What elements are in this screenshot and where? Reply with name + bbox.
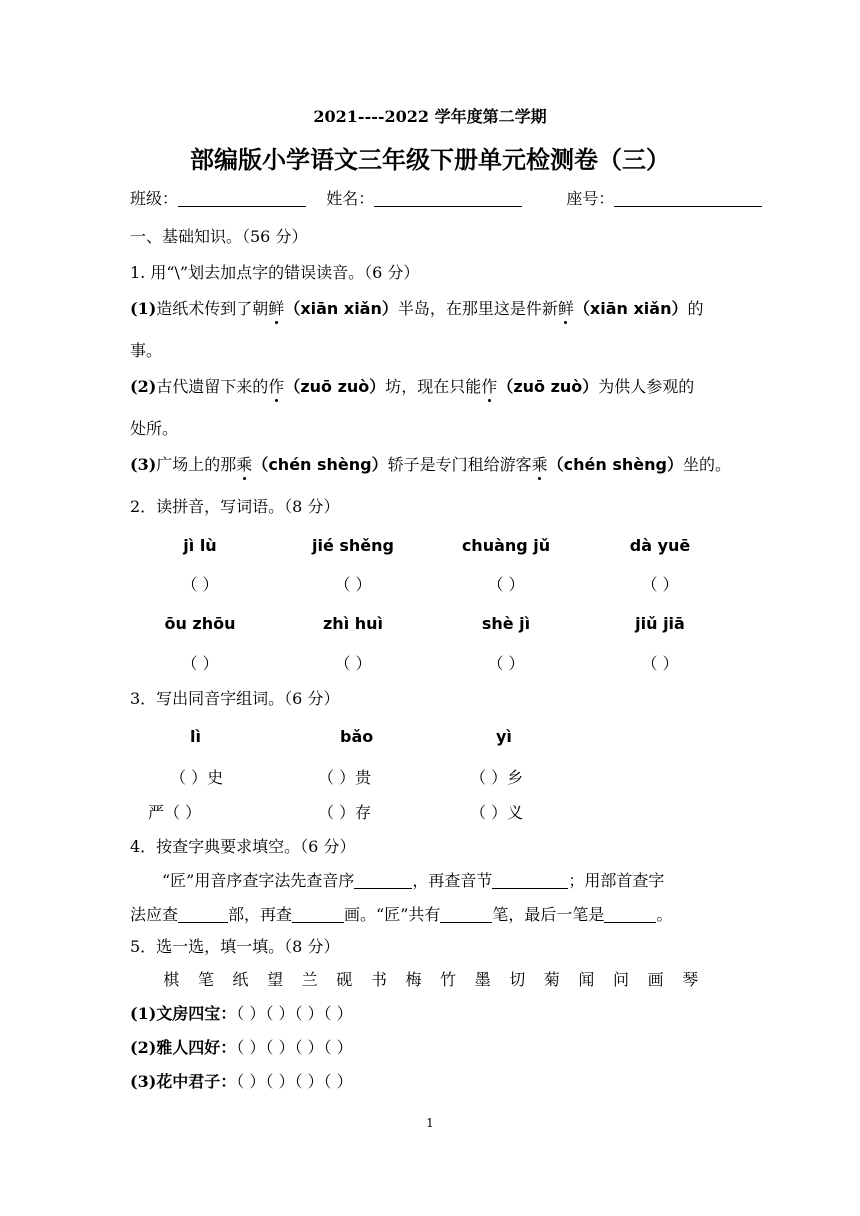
word-bank-char: 梅 [405,970,422,989]
pinyin-syllable: bǎo [340,727,374,746]
word-bank-char: 问 [613,970,630,989]
word-bank-char: 望 [267,970,284,989]
q4-text: 法应查 [130,905,179,924]
answer-bracket[interactable]: （ ） [487,575,525,594]
q4-text: 画。“匠”共有 [344,905,441,924]
q5-item-label: (3)花中君子： [130,1072,237,1091]
word-bank-char: 兰 [301,970,318,989]
pinyin-options: （xiān xiǎn） [284,299,398,318]
q4-text: 。 [656,905,673,924]
homophone-blank[interactable]: 严（ ） [148,803,202,822]
word-bank [154,967,708,990]
word-bank-char: 切 [509,970,526,989]
pinyin-word: ōu zhōu [164,614,236,633]
answer-bracket[interactable]: （ ） [181,575,219,594]
item-number: (1) [130,299,157,318]
q5-item-label: (2)雅人四好： [130,1038,237,1057]
word-bank-char: 画 [647,970,664,989]
q1-item-2 [130,374,694,397]
fill-blank[interactable] [354,872,412,889]
q1-item-1-tail: 事。 [130,341,163,360]
q4-line-1 [162,868,664,891]
word-bank-char: 墨 [474,970,491,989]
q4-text: ；用部首查字 [568,871,665,890]
q5-item [130,1001,353,1024]
q4-text: ，再查音节 [412,871,493,890]
q5-item-blanks[interactable]: （ ）（ ）（ ）（ ） [236,1038,353,1057]
answer-bracket[interactable]: （ ） [641,654,679,673]
dotted-char: 鲜 [558,296,574,319]
item-text: 轿子是专门租给游客 [387,455,532,474]
q2-heading: 2．读拼音，写词语。（8 分） [130,497,340,516]
student-info [130,186,762,209]
pinyin-word: dà yuē [629,536,691,555]
item-text: 广场上的那 [156,455,237,474]
pinyin-word: shè jì [481,614,531,633]
word-bank-char: 书 [370,970,387,989]
fill-blank[interactable] [604,906,656,923]
class-blank[interactable] [178,190,306,207]
fill-blank[interactable] [178,906,228,923]
homophone-blank[interactable]: （ ）存 [318,803,372,822]
item-text: 坊，现在只能 [385,377,482,396]
item-number: (3) [130,455,157,474]
seat-blank[interactable] [614,190,762,207]
q1-heading: 1. 用“\”划去加点字的错误读音。（6 分） [130,263,420,282]
pinyin-options: （zuō zuò） [284,377,386,396]
word-bank-char: 纸 [232,970,249,989]
word-bank-char: 菊 [543,970,560,989]
dotted-char: 作 [268,374,284,397]
school-year: 2021----2022 学年度第二学期 [313,107,547,126]
pinyin-word: jiǔ jiā [635,614,685,633]
q1-item-3 [130,452,731,475]
q5-item-label: (1)文房四宝： [130,1004,237,1023]
section-heading: 一、基础知识。（56 分） [130,227,308,246]
homophone-blank[interactable]: （ ）贵 [318,768,372,787]
item-text: 为供人参观的 [598,377,695,396]
q5-item [130,1035,353,1058]
pinyin-word: jì lù [183,536,217,555]
pinyin-options: （chén shèng） [252,455,388,474]
item-text: 坐的。 [682,455,731,474]
q1-item-1 [130,296,703,319]
answer-bracket[interactable]: （ ） [641,575,679,594]
seat-label: 座号： [566,189,615,208]
page-title: 部编版小学语文三年级下册单元检测卷（三） [190,145,670,174]
page-number: 1 [426,1116,434,1130]
name-blank[interactable] [374,190,522,207]
homophone-blank[interactable]: （ ）乡 [470,768,524,787]
fill-blank[interactable] [440,906,492,923]
dotted-char: 乘 [236,452,252,475]
name-label: 姓名： [326,189,375,208]
item-text: 造纸术传到了朝 [156,299,269,318]
word-bank-char: 棋 [163,970,180,989]
item-text: 半岛，在那里这是件新 [397,299,558,318]
q4-text: 部，再查 [228,905,293,924]
dotted-char: 作 [481,374,497,397]
q4-text: “匠”用音序查字法先查音序 [162,871,355,890]
fill-blank[interactable] [492,872,568,889]
pinyin-word: zhì huì [322,614,384,633]
answer-bracket[interactable]: （ ） [181,654,219,673]
dotted-char: 乘 [532,452,548,475]
pinyin-word: chuàng jǔ [461,536,551,555]
fill-blank[interactable] [292,906,344,923]
pinyin-word: jié shěng [312,536,394,555]
q5-item-blanks[interactable]: （ ）（ ）（ ）（ ） [236,1004,353,1023]
q5-item-blanks[interactable]: （ ）（ ）（ ）（ ） [236,1072,353,1091]
answer-bracket[interactable]: （ ） [487,654,525,673]
word-bank-char: 笔 [197,970,214,989]
homophone-blank[interactable]: （ ）义 [470,803,524,822]
pinyin-options: （zuō zuò） [497,377,599,396]
dotted-char: 鲜 [268,296,284,319]
item-text: 的 [687,299,704,318]
q4-heading: 4．按查字典要求填空。（6 分） [130,837,356,856]
q4-line-2 [130,902,672,925]
answer-bracket[interactable]: （ ） [334,654,372,673]
word-bank-char: 闻 [578,970,595,989]
word-bank-char: 竹 [440,970,457,989]
q4-text: 笔，最后一笔是 [492,905,605,924]
q5-heading: 5．选一选，填一填。（8 分） [130,937,340,956]
pinyin-options: （xiān xiǎn） [573,299,688,318]
word-bank-char: 砚 [336,970,353,989]
answer-bracket[interactable]: （ ） [334,575,372,594]
class-label: 班级： [130,189,179,208]
q5-item [130,1069,353,1092]
pinyin-syllable: yì [496,727,512,746]
pinyin-options: （chén shèng） [547,455,683,474]
homophone-blank[interactable]: （ ）史 [170,768,224,787]
pinyin-syllable: lì [190,727,201,746]
item-text: 古代遗留下来的 [156,377,269,396]
word-bank-char: 琴 [682,970,699,989]
q3-heading: 3．写出同音字组词。（6 分） [130,689,340,708]
q1-item-2-tail: 处所。 [130,419,179,438]
item-number: (2) [130,377,157,396]
